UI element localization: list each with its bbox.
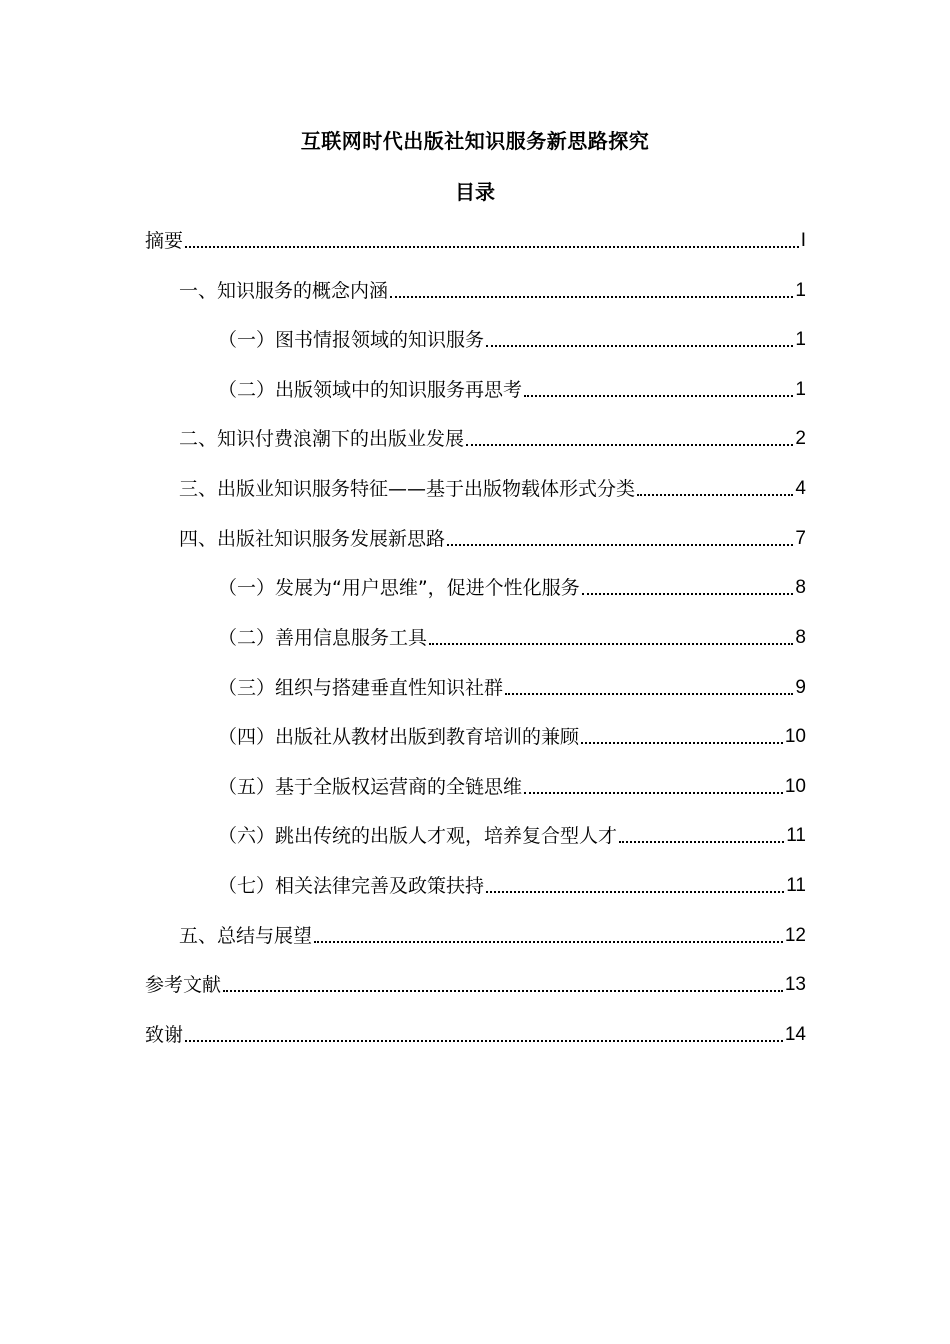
toc-leader-dots xyxy=(486,891,784,893)
toc-page-number: 12 xyxy=(784,925,806,946)
toc-entry-label: （一）图书情报领域的知识服务 xyxy=(218,329,485,351)
toc-entry-label: 一、知识服务的概念内涵 xyxy=(179,280,389,302)
toc-leader-dots xyxy=(447,544,793,546)
toc-entry-label: （二）善用信息服务工具 xyxy=(218,627,428,649)
toc-entry[interactable] xyxy=(145,1018,806,1048)
toc-page-number: 2 xyxy=(795,428,806,449)
toc-entry[interactable] xyxy=(218,373,806,403)
toc-entry-label: 四、出版社知识服务发展新思路 xyxy=(179,528,446,550)
toc-leader-dots xyxy=(486,345,793,347)
document-title: 互联网时代出版社知识服务新思路探究 xyxy=(300,129,650,153)
toc-entry-label: （二）出版领域中的知识服务再思考 xyxy=(218,379,523,401)
toc-page-number: 11 xyxy=(786,875,806,896)
toc-entry[interactable] xyxy=(145,224,806,254)
toc-page-number: I xyxy=(800,230,806,251)
toc-leader-dots xyxy=(637,494,793,496)
toc-page-number: 13 xyxy=(784,974,806,995)
toc-entry-label: （五）基于全版权运营商的全链思维 xyxy=(218,776,523,798)
toc-entry-label: （一）发展为“用户思维”，促进个性化服务 xyxy=(218,577,580,599)
toc-page-number: 8 xyxy=(795,627,806,648)
toc-page-number: 7 xyxy=(795,528,806,549)
toc-entry[interactable] xyxy=(218,621,806,651)
toc-leader-dots xyxy=(223,990,783,992)
toc-leader-dots xyxy=(581,742,783,744)
toc-leader-dots xyxy=(185,246,799,248)
toc-entry[interactable] xyxy=(179,422,806,452)
toc-page-number: 10 xyxy=(784,726,806,747)
toc-entry-label: （六）跳出传统的出版人才观，培养复合型人才 xyxy=(218,825,618,847)
toc-entry-label: 参考文献 xyxy=(145,974,222,996)
toc-entry[interactable] xyxy=(218,720,806,750)
toc-page-number: 1 xyxy=(795,329,806,350)
toc-leader-dots xyxy=(390,296,793,298)
toc-page-number: 8 xyxy=(795,577,806,598)
toc-page-number: 4 xyxy=(795,478,806,499)
toc-page-number: 1 xyxy=(795,280,806,301)
toc-page-number: 14 xyxy=(784,1024,806,1045)
toc-entry-label: 二、知识付费浪潮下的出版业发展 xyxy=(179,428,465,450)
toc-entry[interactable] xyxy=(218,819,806,849)
toc-entry-label: 致谢 xyxy=(145,1024,184,1046)
toc-entry[interactable] xyxy=(145,968,806,998)
toc-entry-label: （三）组织与搭建垂直性知识社群 xyxy=(218,677,504,699)
toc-leader-dots xyxy=(429,643,793,645)
toc-entry-label: 三、出版业知识服务特征——基于出版物载体形式分类 xyxy=(179,478,636,500)
toc-page-number: 10 xyxy=(784,776,806,797)
toc-page-number: 11 xyxy=(786,825,806,846)
toc-leader-dots xyxy=(314,941,783,943)
toc-leader-dots xyxy=(524,792,783,794)
toc-page-number: 9 xyxy=(795,677,806,698)
toc-entry[interactable] xyxy=(179,274,806,304)
toc-leader-dots xyxy=(505,693,793,695)
toc-leader-dots xyxy=(466,444,793,446)
toc-entry-label: （七）相关法律完善及政策扶持 xyxy=(218,875,485,897)
toc-entry[interactable] xyxy=(218,869,806,899)
toc-entry[interactable] xyxy=(218,571,806,601)
toc-page-number: 1 xyxy=(795,379,806,400)
toc-entry-label: （四）出版社从教材出版到教育培训的兼顾 xyxy=(218,726,580,748)
toc-entry[interactable] xyxy=(179,472,806,502)
toc-entry-label: 五、总结与展望 xyxy=(179,925,313,947)
toc-entry[interactable] xyxy=(218,323,806,353)
toc-leader-dots xyxy=(582,593,794,595)
toc-entry[interactable] xyxy=(218,671,806,701)
toc-entry-label: 摘要 xyxy=(145,230,184,252)
toc-entry[interactable] xyxy=(179,919,806,949)
toc-leader-dots xyxy=(524,395,793,397)
toc-entry[interactable] xyxy=(179,522,806,552)
toc-leader-dots xyxy=(185,1040,783,1042)
toc-entry[interactable] xyxy=(218,770,806,800)
toc-leader-dots xyxy=(619,841,784,843)
toc-heading: 目录 xyxy=(455,180,495,204)
